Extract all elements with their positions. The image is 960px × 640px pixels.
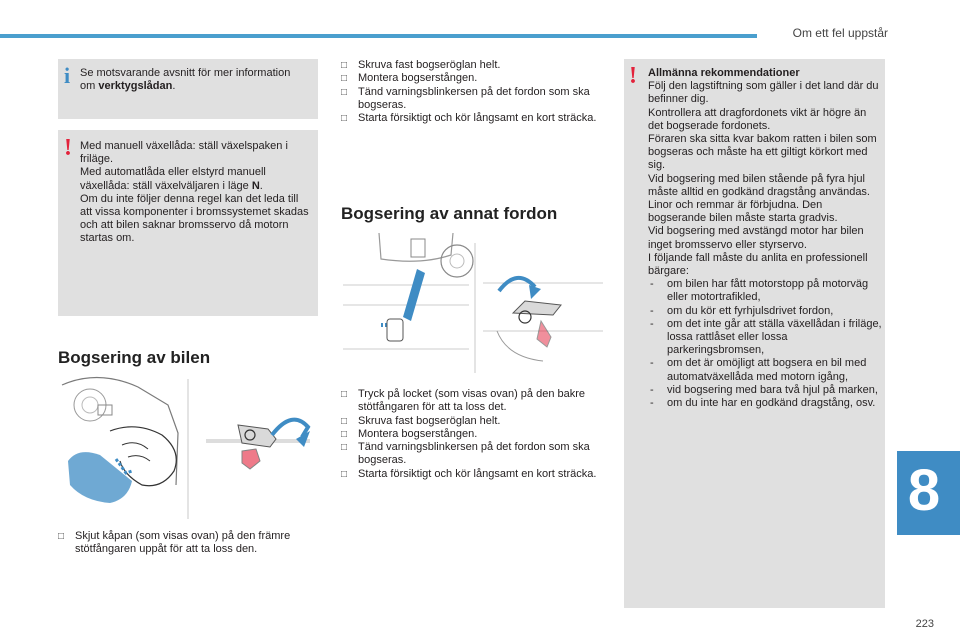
info-box (58, 59, 318, 119)
warning-box (58, 130, 318, 316)
list-item: - om det inte går att ställa växellådan i friläge, lossa rattlåset eller lossa parkeringsbromsen, (648, 318, 882, 358)
list-item: □ Tänd varningsblinkersen på det fordon som ska bogseras. (341, 86, 603, 113)
info-icon: i (64, 63, 71, 88)
general-recommendations-box (624, 59, 885, 608)
list-item: □ Skruva fast bogseröglan helt. (341, 415, 603, 428)
general-recommendations-text: Allmänna rekommendationer Följ den lagstiftning som gäller i det land där du befinner dig. Kontrollera att dragfordonets vikt är högre än det bogserade fordonets. Föraren ska sitta kvar bakom ratten i bilen som bogseras och måste ha ett giltigt körkort med sig. Vid bogsering med bilen stående på fyra hjul måste alltid en godkänd dragstång användas. Linor och remmar är förbjudna. Den bogserande bilen måste starta gradvis. Vid bogsering med avstängd motor har bilen inget bromsservo eller styrservo. I följande fall måste du anlita en professionell bärgare: - om bilen har fått motorstopp på motorväg eller motortrafikled, - om du kör ett fyrhjulsdrivet fordon, - om det inte går att ställa växellådan i friläge, lossa rattlåset eller lossa parkeringsbromsen, - om det är omöjligt att bogsera en bil med automatväxellåda med motorn igång, - vid bogsering med bara två hjul på marken, - om du inte har en godkänd dragstång, osv. (648, 67, 882, 410)
list-item: - om du kör ett fyrhjulsdrivet fordon, (648, 305, 882, 318)
exclamation-icon: ! (629, 63, 637, 89)
chapter-title: Om ett fel uppstår (792, 26, 888, 40)
chapter-number: 8 (907, 458, 941, 523)
other-steps (341, 388, 603, 481)
section-heading-own: Bogsering av bilen (58, 348, 211, 367)
list-item: □ Skjut kåpan (som visas ovan) på den främre stötfångaren uppåt för att ta loss den. (58, 530, 320, 557)
list-item: □ Skruva fast bogseröglan helt. (341, 59, 603, 72)
page-number: 223 (915, 618, 934, 630)
general-title: Allmänna rekommendationer (648, 67, 800, 79)
column2-top-steps (341, 59, 603, 125)
own-steps (58, 530, 320, 557)
list-item: - om du inte har en godkänd dragstång, osv. (648, 397, 882, 410)
list-item: - om bilen har fått motorstopp på motorväg eller motortrafikled, (648, 278, 882, 304)
list-item: □ Starta försiktigt och kör långsamt en kort sträcka. (341, 112, 603, 125)
list-item: □ Tryck på locket (som visas ovan) på den bakre stötfångaren för att ta loss det. (341, 388, 603, 415)
header-bar (0, 34, 757, 38)
list-item: - vid bogsering med bara två hjul på marken, (648, 384, 882, 397)
list-item: - om det är omöjligt att bogsera en bil med automatväxellåda med motorn igång, (648, 357, 882, 383)
list-item: □ Tänd varningsblinkersen på det fordon som ska bogseras. (341, 441, 603, 468)
section-heading-other: Bogsering av annat fordon (341, 204, 558, 223)
list-item: □ Montera bogserstången. (341, 428, 603, 441)
rear-bumper-illustration (341, 229, 603, 373)
info-box-text: Se motsvarande avsnitt för mer information om verktygslådan. (80, 67, 291, 93)
list-item: □ Starta försiktigt och kör långsamt en kort sträcka. (341, 468, 603, 481)
front-bumper-illustration (58, 375, 318, 519)
list-item: □ Montera bogserstången. (341, 72, 603, 85)
exclamation-icon: ! (64, 135, 72, 161)
warning-box-text: Med manuell växellåda: ställ växelspaken i friläge. Med automatlåda eller elstyrd manuell växellåda: ställ växelväljaren i läge N. Om du inte följer denna regel kan det leda till att vissa komponenter i bromssystemet skadas och att bilen saknar bromsservo då motorn startas om. (80, 140, 309, 245)
professional-cases-list (648, 278, 882, 410)
